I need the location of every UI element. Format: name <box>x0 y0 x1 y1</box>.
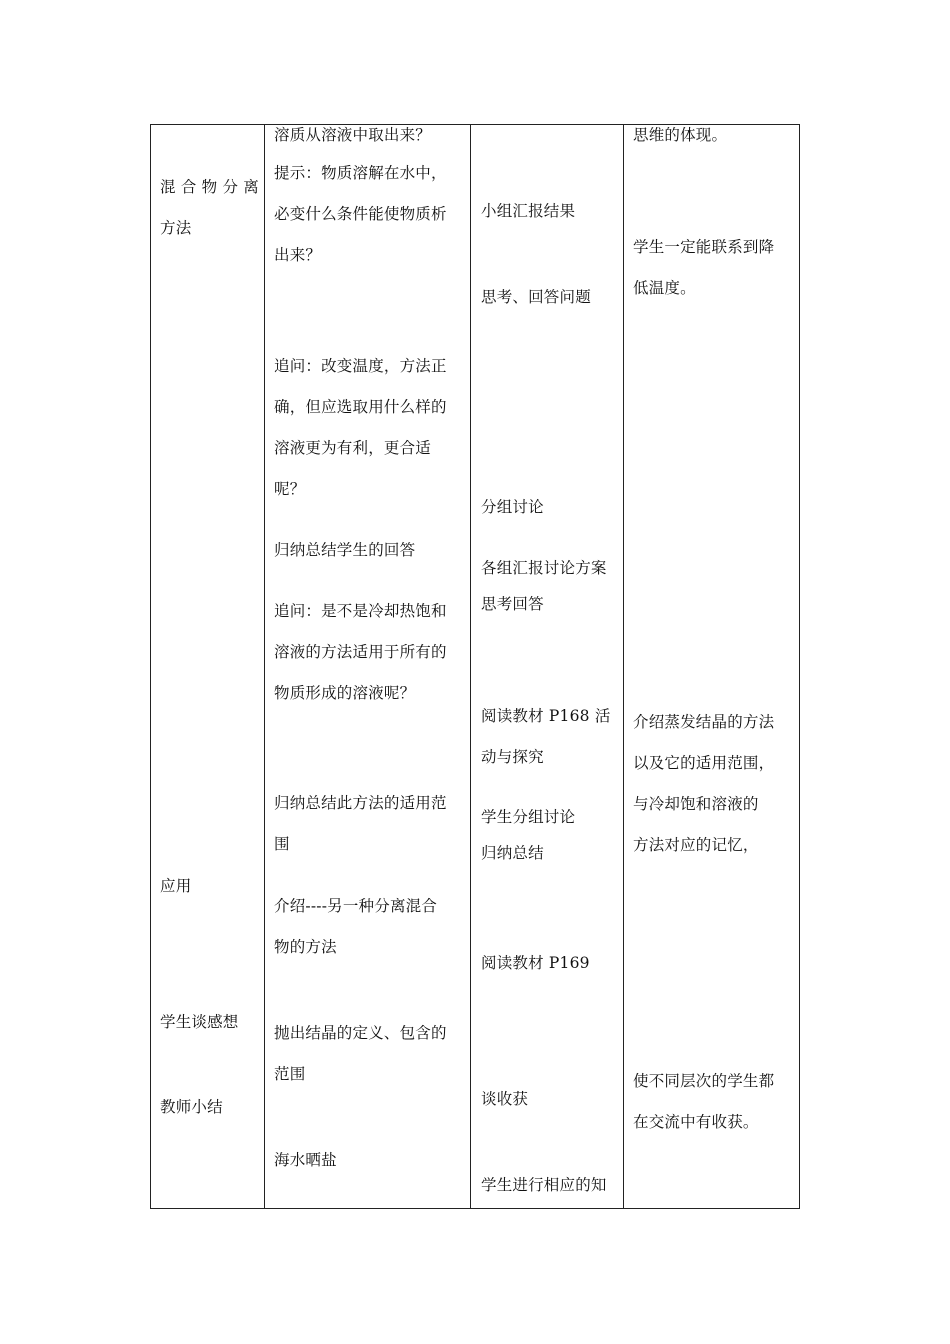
design-intent-line: 低温度。 <box>633 279 696 297</box>
design-intent-line: 以及它的适用范围， <box>633 754 775 772</box>
student-activity-line: 思考回答 <box>481 595 544 613</box>
stage-student-feelings: 学生谈感想 <box>160 1013 239 1031</box>
teacher-activity-line: 围 <box>274 835 290 853</box>
design-intent-line: 与冷却饱和溶液的 <box>633 795 759 813</box>
student-activity-line: 分组讨论 <box>481 498 544 516</box>
design-intent-line: 学生一定能联系到降 <box>633 238 775 256</box>
teacher-activity-line: 介绍----另一种分离混合 <box>274 897 438 915</box>
teacher-activity-line: 溶液更为有利，更合适 <box>274 439 432 457</box>
student-activity-line: 学生分组讨论 <box>481 808 576 826</box>
student-activity-line: 阅读教材 P169 <box>481 954 590 972</box>
student-activity-line: 小组汇报结果 <box>481 202 576 220</box>
teacher-activity-line: 溶质从溶液中取出来？ <box>274 126 432 144</box>
column-divider <box>470 125 471 1208</box>
student-activity-line: 思考、回答问题 <box>481 288 591 306</box>
stage-mixture-separation-line1: 混 合 物 分 离 <box>160 178 260 196</box>
teacher-activity-line: 范围 <box>274 1065 306 1083</box>
lesson-plan-table <box>150 124 800 1209</box>
teacher-activity-line: 物质形成的溶液呢？ <box>274 684 416 702</box>
column-divider <box>264 125 265 1208</box>
stage-mixture-separation-line2: 方法 <box>160 219 192 237</box>
teacher-activity-line: 呢？ <box>274 480 306 498</box>
teacher-activity-line: 抛出结晶的定义、包含的 <box>274 1024 447 1042</box>
design-intent-line: 介绍蒸发结晶的方法 <box>633 713 775 731</box>
teacher-activity-line: 归纳总结学生的回答 <box>274 541 416 559</box>
design-intent-line: 使不同层次的学生都 <box>633 1072 775 1090</box>
student-activity-line: 学生进行相应的知 <box>481 1176 607 1194</box>
teacher-activity-line: 追问：是不是冷却热饱和 <box>274 602 447 620</box>
stage-teacher-summary: 教师小结 <box>160 1098 223 1116</box>
teacher-activity-line: 溶液的方法适用于所有的 <box>274 643 447 661</box>
design-intent-line: 思维的体现。 <box>633 126 728 144</box>
teacher-activity-line: 必变什么条件能使物质析 <box>274 205 447 223</box>
design-intent-line: 在交流中有收获。 <box>633 1113 759 1131</box>
stage-application: 应用 <box>160 877 192 895</box>
student-activity-line: 动与探究 <box>481 748 544 766</box>
column-divider <box>623 125 624 1208</box>
teacher-activity-line: 确，但应选取用什么样的 <box>274 398 447 416</box>
student-activity-line: 归纳总结 <box>481 844 544 862</box>
teacher-activity-line: 提示：物质溶解在水中， <box>274 164 447 182</box>
student-activity-line: 阅读教材 P168 活 <box>481 707 611 725</box>
teacher-activity-line: 物的方法 <box>274 938 337 956</box>
student-activity-line: 谈收获 <box>481 1090 529 1108</box>
teacher-activity-line: 出来？ <box>274 246 322 264</box>
teacher-activity-line: 归纳总结此方法的适用范 <box>274 794 447 812</box>
teacher-activity-line: 追问：改变温度，方法正 <box>274 357 447 375</box>
teacher-activity-line: 海水晒盐 <box>274 1151 337 1169</box>
design-intent-line: 方法对应的记忆， <box>633 836 759 854</box>
student-activity-line: 各组汇报讨论方案 <box>481 559 607 577</box>
